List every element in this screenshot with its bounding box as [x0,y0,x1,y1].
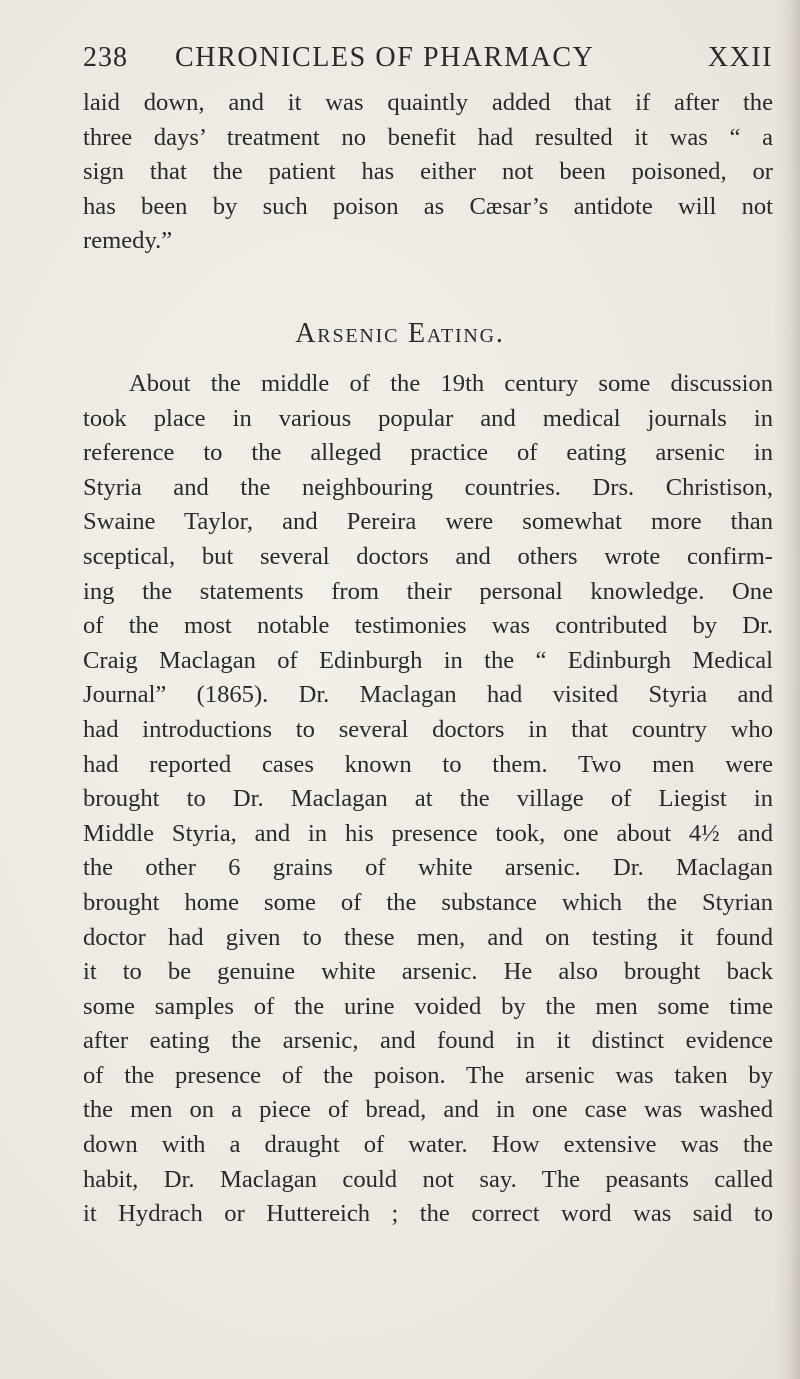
text-line: it Hydrach or Huttereich ; the correct word was said to [83,1200,773,1228]
text-line: had introductions to several doctors in that country who [83,715,773,743]
text-line: sceptical, but several doctors and others wrote confirm- [83,542,773,570]
page-number: 238 [83,42,128,73]
section-heading: Arsenic Eating. [295,318,505,349]
text-line: of the most notable testimonies was contributed by Dr. [83,612,773,640]
running-header [83,42,773,82]
text-line: had reported cases known to them. Two men were [83,750,773,778]
text-line: brought home some of the substance which the Styrian [83,888,773,916]
text-line: some samples of the urine voided by the men some time [83,992,773,1020]
continuation-paragraph [83,86,773,259]
text-line: doctor had given to these men, and on testing it found [83,923,773,951]
text-line: took place in various popular and medical journals in [83,404,773,432]
text-line: habit, Dr. Maclagan could not say. The peasants called [83,1165,773,1193]
text-line: after eating the arsenic, and found in it distinct evidence [83,1027,773,1055]
text-line: down with a draught of water. How extensive was the [83,1131,773,1159]
page-edge-shadow [774,0,800,1379]
text-line: Craig Maclagan of Edinburgh in the “ Edinburgh Medical [83,646,773,674]
text-line: has been by such poison as Cæsar’s antidote will not [83,192,773,220]
text-line: laid down, and it was quaintly added that if after the [83,89,773,116]
text-line: the other 6 grains of white arsenic. Dr. Maclagan [83,854,773,882]
text-line: ing the statements from their personal knowledge. One [83,577,773,605]
text-line: three days’ treatment no benefit had resulted it was “ a [83,123,773,151]
body-paragraph [83,367,773,1232]
running-title: CHRONICLES OF PHARMACY [175,42,595,73]
text-line: Styria and the neighbouring countries. Drs. Christison, [83,473,773,501]
text-line: sign that the patient has either not been poisoned, or [83,158,773,186]
text-line: Middle Styria, and in his presence took, one about 4½ and [83,819,773,847]
text-line: About the middle of the 19th century some discussion [129,370,773,397]
chapter-mark: XXII [707,42,773,73]
text-line: Swaine Taylor, and Pereira were somewhat more than [83,508,773,536]
text-line: the men on a piece of bread, and in one case was washed [83,1096,773,1124]
text-line: of the presence of the poison. The arsenic was taken by [83,1061,773,1089]
text-line: reference to the alleged practice of eating arsenic in [83,439,773,467]
text-line: it to be genuine white arsenic. He also brought back [83,958,773,986]
text-line: remedy.” [83,227,173,255]
text-line: brought to Dr. Maclagan at the village of Liegist in [83,785,773,813]
text-line: Journal” (1865). Dr. Maclagan had visited Styria and [83,681,773,709]
